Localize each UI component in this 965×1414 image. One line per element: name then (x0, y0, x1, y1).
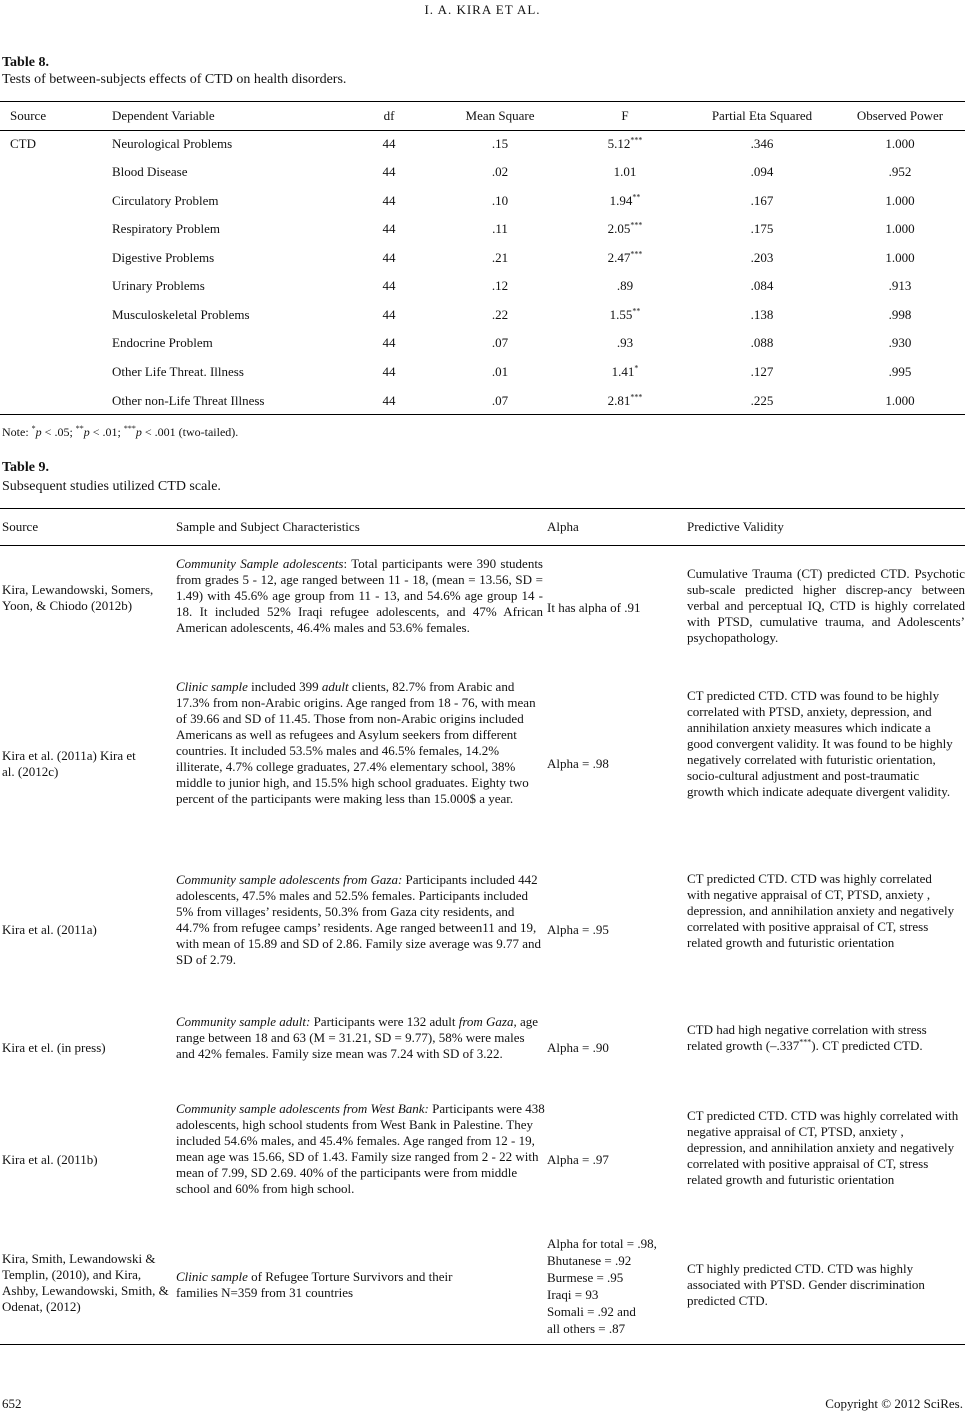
table8-df: 44 (382, 364, 396, 379)
table8-power: 1.000 (885, 250, 915, 265)
table9-validity: CT predicted CTD. CTD was highly correlated with negative appraisal of CT, PTSD, anxiety , depression, and annihilation anxiety and negatively correlated with positive appraisal of CT, stress related growth and futuristic orientation (687, 1108, 959, 1187)
table8-df: 44 (382, 193, 396, 208)
table9-sample (176, 1269, 476, 1301)
table8-f-value: 2.47 (607, 250, 631, 265)
alpha-line: Alpha for total = .98, (547, 1236, 657, 1251)
table8-eta: .167 (750, 193, 774, 208)
table8-dv: Other non-Life Threat Illness (112, 393, 265, 408)
table8-power: 1.000 (885, 193, 915, 208)
table8-df: 44 (382, 278, 396, 293)
table8-power: .913 (888, 278, 912, 293)
table8-f (570, 136, 680, 152)
table8-f-sig: * (634, 363, 639, 373)
note-range-1: < .05; (41, 425, 76, 439)
table9-validity: CT highly predicted CTD. CTD was highly associated with PTSD. Gender discrimination predicted CTD. (687, 1261, 925, 1308)
table8-power: 1.000 (885, 393, 915, 408)
table8-dv: Circulatory Problem (112, 193, 219, 208)
table9-validity-text-2: ). CT predicted CTD. (811, 1038, 923, 1053)
table8-ms: .02 (491, 164, 509, 179)
table9-header-source: Source (2, 519, 39, 534)
table8-df: 44 (382, 393, 396, 408)
note-sig-1: * (31, 424, 36, 433)
table8-ms: .01 (491, 364, 509, 379)
table8-f-sig: *** (630, 249, 643, 259)
table8-f-sig: ** (632, 306, 641, 316)
note-prefix: Note: (2, 425, 32, 439)
table8-power: .998 (888, 307, 912, 322)
table9-sample (176, 1101, 548, 1197)
table8-header-f: F (621, 108, 629, 123)
table8-ms: .10 (491, 193, 509, 208)
table9-validity: Cumulative Trauma (CT) predicted CTD. Psychotic sub-scale predicted higher discrep-ancy between verbal and perceptual IQ, CTD is highly correlated with PTSD, cumulative trauma, and Adolescents’ psychopathology. (687, 566, 965, 645)
table8-power: .952 (888, 164, 912, 179)
table8-header-source: Source (10, 108, 47, 123)
table8-top-rule (0, 101, 965, 102)
copyright: Copyright © 2012 SciRes. (825, 1396, 963, 1411)
table9-validity-sig: *** (799, 1037, 812, 1047)
table9-sample-type: Clinic sample (176, 1269, 248, 1284)
table8-eta: .127 (750, 364, 774, 379)
table8-f (570, 307, 680, 323)
table9-sample-desc: of Refugee Torture Survivors and their families N=359 from 31 countries (176, 1269, 453, 1300)
table8-f-value: .93 (616, 335, 634, 350)
table9-sample-desc: : Total participants were 390 students from grades 5 - 12, age ranged between 11 - 18, (mean = 13.56, SD = 1.49) with 45.6% age group from 11 - 13, and 54.6% age group 14 - 18. It included 52% Iraqi refugee adolescents, and 47% African American adolescents, 46.4% males and 53.6% females. (176, 556, 543, 635)
table8-f-sig: *** (630, 135, 643, 145)
table8-f (570, 164, 680, 180)
alpha-line: Burmese = .95 (547, 1270, 624, 1285)
table8-ms: .12 (491, 278, 509, 293)
table8-power: 1.000 (885, 221, 915, 236)
table8-df: 44 (382, 221, 396, 236)
table8-ms: .15 (491, 136, 509, 151)
table9-label: Table 9. (2, 460, 49, 475)
running-head: I. A. KIRA ET AL. (424, 2, 541, 17)
table8-df: 44 (382, 164, 396, 179)
table8-dv: Musculoskeletal Problems (112, 307, 250, 322)
table8-f-value: 2.05 (607, 221, 631, 236)
table8-f (570, 193, 680, 209)
table9-alpha: It has alpha of .91 (547, 600, 641, 615)
table8-power: .930 (888, 335, 912, 350)
table8-header-rule (0, 130, 965, 131)
table8-power: 1.000 (885, 136, 915, 151)
table9-sample-text: Participants were 132 adult (310, 1014, 459, 1029)
alpha-line: Somali = .92 and (547, 1304, 636, 1319)
table8-f-sig: *** (630, 392, 643, 402)
note-p-2: p (83, 425, 90, 439)
table8-eta: .088 (750, 335, 774, 350)
table9-header-alpha: Alpha (547, 519, 579, 534)
table8-eta: .175 (750, 221, 774, 236)
alpha-line: Iraqi = 93 (547, 1287, 599, 1302)
table9-source: Kira et el. (in press) (2, 1040, 106, 1055)
table9-sample-type-2: from Gaza, (458, 1014, 517, 1029)
table9-alpha (547, 1235, 657, 1337)
table8-source-ctd: CTD (10, 136, 36, 151)
table8-dv: Endocrine Problem (112, 335, 213, 350)
table9-top-rule (0, 508, 965, 509)
table8-f-value: 1.55 (609, 307, 633, 322)
table9-sample (176, 556, 543, 636)
table9-header-rule (0, 545, 965, 546)
table8-f (570, 221, 680, 237)
note-sig-3: *** (123, 424, 136, 433)
table9-sample-desc: Participants included 442 adolescents, 47.5% males and 52.5% females. Participants included 5% from villages’ residents, 50.3% from Gaza city residents, and 44.7% from refugee camps’ residents. Age ranged between11 and 19, with mean of 15.89 and SD of 2.86. Family size average was 9.77 and SD of 2.79. (176, 872, 542, 967)
table8-ms: .22 (491, 307, 509, 322)
table8-dv: Other Life Threat. Illness (112, 364, 244, 379)
table8-bottom-rule (0, 414, 965, 415)
table9-bottom-rule (0, 1344, 965, 1345)
alpha-line: Bhutanese = .92 (547, 1253, 632, 1268)
table8-dv: Blood Disease (112, 164, 188, 179)
note-sig-2: ** (75, 424, 84, 433)
table8-header-partial-eta: Partial Eta Squared (711, 108, 813, 123)
table9-alpha: Alpha = .95 (547, 922, 609, 937)
table8-f (570, 278, 680, 294)
note-p-1: p (35, 425, 42, 439)
table9-sample-type-2: adult (321, 679, 349, 694)
note-range-2: < .01; (89, 425, 124, 439)
table8-f (570, 364, 680, 380)
table8-f (570, 250, 680, 266)
table8-f-value: 5.12 (607, 136, 631, 151)
table8-header-observed-power: Observed Power (856, 108, 944, 123)
table8-title: Tests of between-subjects effects of CTD on health disorders. (2, 72, 347, 87)
alpha-line: all others = .87 (547, 1321, 626, 1336)
table9-source: Kira et al. (2011a) (2, 922, 97, 937)
table8-ms: .11 (492, 221, 508, 236)
table8-df: 44 (382, 335, 396, 350)
note-p-3: p (135, 425, 142, 439)
table9-sample (176, 679, 543, 807)
table8-eta: .225 (750, 393, 774, 408)
table8-header-dependent-variable: Dependent Variable (112, 108, 215, 123)
table9-source: Kira, Smith, Lewandowski & Templin, (2010), and Kira, Ashby, Lewandowski, Smith, & Odenat, (2012) (2, 1251, 169, 1314)
table8-power: .995 (888, 364, 912, 379)
table9-title: Subsequent studies utilized CTD scale. (2, 479, 221, 494)
table8-f-value: 2.81 (607, 393, 631, 408)
table9-sample-text: included 399 (247, 679, 322, 694)
table9-sample-desc: Participants were 438 adolescents, high school students from West Bank in Palestine. They included 54.6% males, and 45.4% females. Age ranged from 12 - 19, mean age was 15.66, SD of 1.43. Family size ranged from 2 - 22 with mean of 7.99, SD 2.69. 40% of the participants were from middle school and 60% from high school. (176, 1101, 545, 1196)
table9-alpha: Alpha = .90 (547, 1040, 609, 1055)
table8-df: 44 (382, 136, 396, 151)
table8-ms: .07 (491, 393, 509, 408)
table9-validity (687, 1022, 955, 1054)
table8-dv: Urinary Problems (112, 278, 205, 293)
table8-note (2, 424, 238, 440)
table8-label: Table 8. (2, 55, 49, 70)
table9-header-sample: Sample and Subject Characteristics (176, 519, 360, 534)
table8-eta: .094 (750, 164, 774, 179)
table9-sample-type: Clinic sample (176, 679, 248, 694)
table9-sample-type: Community Sample adolescents (176, 556, 344, 571)
table9-sample-desc: age range between 18 and 63 (M = 31.21, SD = 9.77), 58% were males and 42% females. Family size mean was 7.24 with SD of 3.22. (176, 1014, 539, 1061)
table9-source: Kira et al. (2011b) (2, 1152, 98, 1167)
table8-dv: Digestive Problems (112, 250, 215, 265)
table8-df: 44 (382, 250, 396, 265)
table9-sample-type: Community sample adolescents from West Bank: (176, 1101, 429, 1116)
table9-sample-type: Community sample adult: (176, 1014, 311, 1029)
table8-ms: .07 (491, 335, 509, 350)
table8-f-sig: *** (630, 220, 643, 230)
table9-sample (176, 872, 543, 968)
table8-dv: Neurological Problems (112, 136, 233, 151)
table8-f (570, 335, 680, 351)
table8-eta: .138 (750, 307, 774, 322)
table8-f-value: 1.94 (609, 193, 633, 208)
table8-eta: .203 (750, 250, 774, 265)
table9-validity-text: CTD had high negative correlation with stress related growth (–.337 (687, 1022, 927, 1053)
table8-header-df: df (383, 108, 395, 123)
table9-sample (176, 1014, 543, 1062)
table8-eta: .084 (750, 278, 774, 293)
table9-sample-desc: clients, 82.7% from Arabic and 17.3% from non-Arabic origins. Age ranged from 18 - 76, with mean of 39.66 and SD of 11.45. Those from non-Arabic origins included Americans as well as refugees and Asylum seekers from different countries. It included 53.5% males and 46.5% females, 14.2% illiterate, 4.7% college graduates, 27.4% elementary school, 38% middle to junior high, and 15.5% high school graduates. Eighty two percent of the participants were making less than 15.000$ a year. (176, 679, 536, 806)
table8-f (570, 393, 680, 409)
note-range-3: < .001 (two-tailed). (141, 425, 239, 439)
table8-f-sig: ** (632, 192, 641, 202)
table9-alpha: Alpha = .97 (547, 1152, 609, 1167)
table9-sample-type: Community sample adolescents from Gaza: (176, 872, 403, 887)
table8-ms: .21 (491, 250, 509, 265)
page-number: 652 (2, 1396, 22, 1411)
table9-alpha: Alpha = .98 (547, 756, 609, 771)
table9-header-predictive-validity: Predictive Validity (687, 519, 784, 534)
table8-f-value: 1.41 (611, 364, 635, 379)
table8-header-mean-square: Mean Square (465, 108, 535, 123)
table8-dv: Respiratory Problem (112, 221, 220, 236)
table8-df: 44 (382, 307, 396, 322)
table9-validity: CT predicted CTD. CTD was highly correlated with negative appraisal of CT, PTSD, anxiety , depression, and annihilation anxiety and negatively correlated with positive appraisal of CT, stress related growth and futuristic orientation (687, 871, 955, 950)
table9-source: Kira, Lewandowski, Somers, Yoon, & Chiodo (2012b) (2, 582, 154, 613)
table8-f-value: .89 (616, 278, 634, 293)
table9-source: Kira et al. (2011a) Kira et al. (2012c) (2, 748, 136, 779)
table9-validity: CT predicted CTD. CTD was found to be highly correlated with PTSD, anxiety, depression, and annihilation anxiety measures which indicate a good convergent validity. It was found to be highly negatively correlated with futuristic orientation, socio-cultural adjustment and post-traumatic growth which indicate adequate divergent validity. (687, 688, 953, 799)
table8-eta: .346 (750, 136, 774, 151)
table8-f-value: 1.01 (613, 164, 637, 179)
